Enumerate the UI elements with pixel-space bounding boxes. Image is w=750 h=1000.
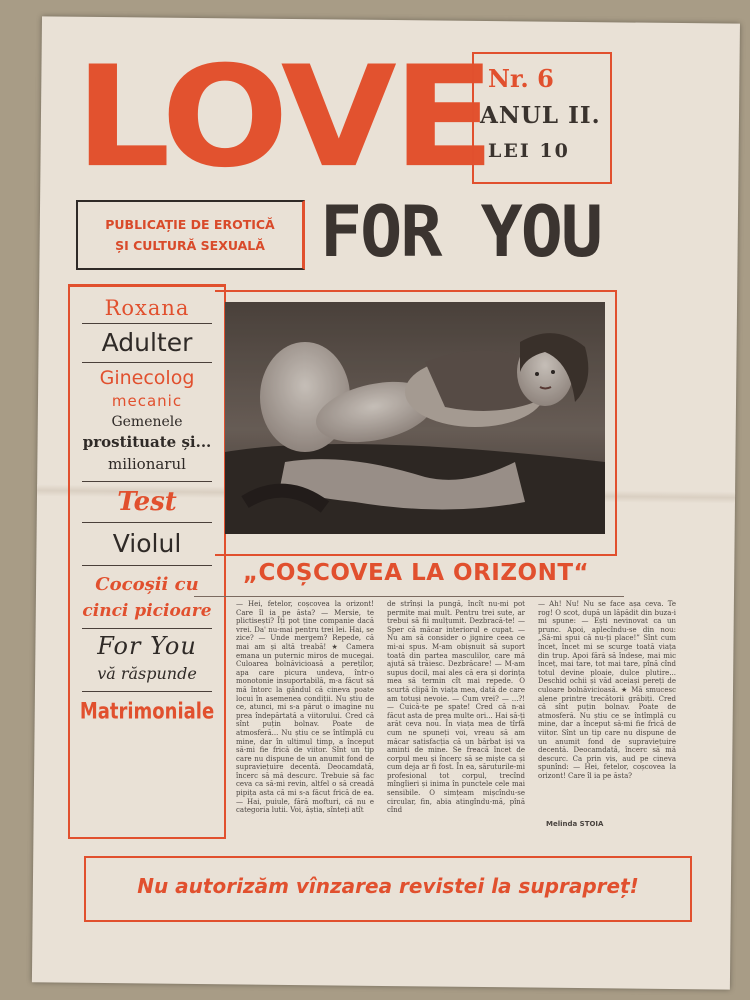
issue-number: Nr. 6 <box>488 64 554 93</box>
sidebar-item-cinci-picioare: cinci picioare <box>82 601 212 621</box>
subtitle-line-1: PUBLICAȚIE DE EROTICĂ <box>105 217 275 232</box>
sidebar-item-milionarul: milionarul <box>108 455 186 473</box>
cover-photo-image <box>225 302 605 534</box>
article-signature: Melinda STOIA <box>546 820 604 828</box>
sidebar-item-for-you: For You <box>97 632 197 660</box>
cover-photo <box>225 302 605 534</box>
sidebar-item-va-raspunde: vă răspunde <box>97 664 197 683</box>
sidebar-divider <box>82 565 212 566</box>
sidebar-item-violul: Violul <box>112 529 182 558</box>
sidebar-item-ginecolog: Ginecolog <box>99 367 195 389</box>
issue-price: LEI 10 <box>488 140 570 162</box>
article-headline: „COȘCOVEA LA ORIZONT“ <box>242 560 590 586</box>
article-column-2: de strînși la pungă, încît nu-mi pot permite mai mult. Pentru trei sute, ar trebui să fii mulțumit. Dezbracă-te! — Sper că măcar interiorul e cupat. — Nu am să consider o jignire ceea ce mi-ai spus. M-am obișnuit să suport toată din partea masculilor, care mă ajută să trăiesc. Dezbrăcare! — M-am supus docil, mai ales că era și dorința mea să termin cît mai repede. O scurtă clipă în viața mea, dată de care am totuși nevoie. — Cum vrei? — ...?! — Cuică-te pe spate! Cred că n-ai făcut asta de prea multe ori... Hai să-ți arăt ceva nou. În viața mea de tîrfă cum ne spuneți voi, vreau să am măcar satisfacția că un bărbat iși va aminti de mine. Se freacă încet de corpul meu și încerc să se miște ca și cum deja ar fi fost. În ea, săruturile-mi profesional tot corpul, trecînd mîngîieri și inima în punctele cele mai sensibile. O simțeam mișcîndu-se circular, fin, abia atingîndu-mă, pînă cînd <box>387 600 525 815</box>
publication-subtitle <box>76 200 305 270</box>
contents-sidebar <box>68 284 226 839</box>
sidebar-item-cocosii: Cocoșii cu <box>95 574 199 595</box>
sidebar-divider <box>82 362 212 363</box>
sidebar-item-roxana: Roxana <box>104 296 190 320</box>
sidebar-item-matrimoniale: Matrimoniale <box>79 698 215 725</box>
sidebar-item-test: Test <box>117 487 177 517</box>
footer-notice-box <box>84 856 692 922</box>
masthead-title: LOVE <box>75 36 492 199</box>
article-column-3: — Ah! Nu! Nu se face așa ceva. Te rog! O scot, după un lăpădit din buza-i mi spune: — Ești nevinovat ca un prunc. Apoi, aplecîndu-se din nou: „Să-mi spui că nu-ți place!” Sînt cum încet, încet mi se scurge toată viața din trup. Apoi fără să îndese, mai mic înceț, mai tare, tot mai tare, pînă cînd totul devine ploaie, dulce plutire... Deschid ochii și văd aceiași pereți de culoare bolnăvicioasă. ★ Mă smucesc alene printre trecătorii grăbiți. Cred că sînt puțin bolnav. Poate de atmosferă. Nu știu ce se întîmplă cu mine, dar a început să-mi fie frică de viitor. Sînt un tip care nu dispune de un anumit fond de supraviețuire decentă. Deocamdată, încerc să mă descurc. Ca prin vis, aud pe cineva spunînd: — Hei, fetelor, coșcovea la orizont! Care îl ia pe ăsta? <box>538 600 676 780</box>
issue-year: ANUL II. <box>480 102 601 129</box>
sidebar-item-gemenele: Gemenele <box>111 414 183 430</box>
headline-rule <box>194 596 624 597</box>
issue-info-box <box>472 52 612 184</box>
masthead-for-you: FOR YOU <box>320 191 602 273</box>
subtitle-line-2: ȘI CULTURĂ SEXUALĂ <box>115 238 265 253</box>
sidebar-item-adulter: Adulter <box>101 328 193 357</box>
sidebar-item-mecanic: mecanic <box>111 392 183 410</box>
article-column-1: — Hei, fetelor, coșcovea la orizont! Care îl ia pe ăsta? — Mersie, te plictisești? Îți pot ține companie dacă vrei. Da' nu-mai pentru trei lei. Hai, se zice? — Unde mergem? Repede, că mai am și altă treabă! ★ Camera emana un puternic miros de mucegai. Culoarea bolnăvicioasă a pereților, apa care picura undeva, într-o monotonie insuportabilă, m-a făcut să mă întorc la gândul că cineva poate locui în asemenea condiții. Nu știu de ce, atunci, mi s-a părut o imagine nu prea îndepărtată a viitorului. Cred că sînt puțin bolnav. Poate de atmosferă... Nu știu ce se întîmplă cu mine, dar în ultimul timp, a început să-mi fie frică de viitor. Sînt un tip care nu dispune de un anumit fond de supraviețuire decentă. Deocamdată, încerc să mă descurc. Trebuie să fac ceva ca să-mi revin, altfel o să creadă pipița asta că mi s-a făcut frică de ea. — Hai, puiule, fără mofturi, că nu e categoria lutii. Voi, ăștia, sînteți atît <box>236 600 374 815</box>
footer-notice: Nu autorizăm vînzarea revistei la suprapreț! <box>137 874 639 898</box>
sidebar-item-prostituate: prostituate și... <box>82 433 212 451</box>
